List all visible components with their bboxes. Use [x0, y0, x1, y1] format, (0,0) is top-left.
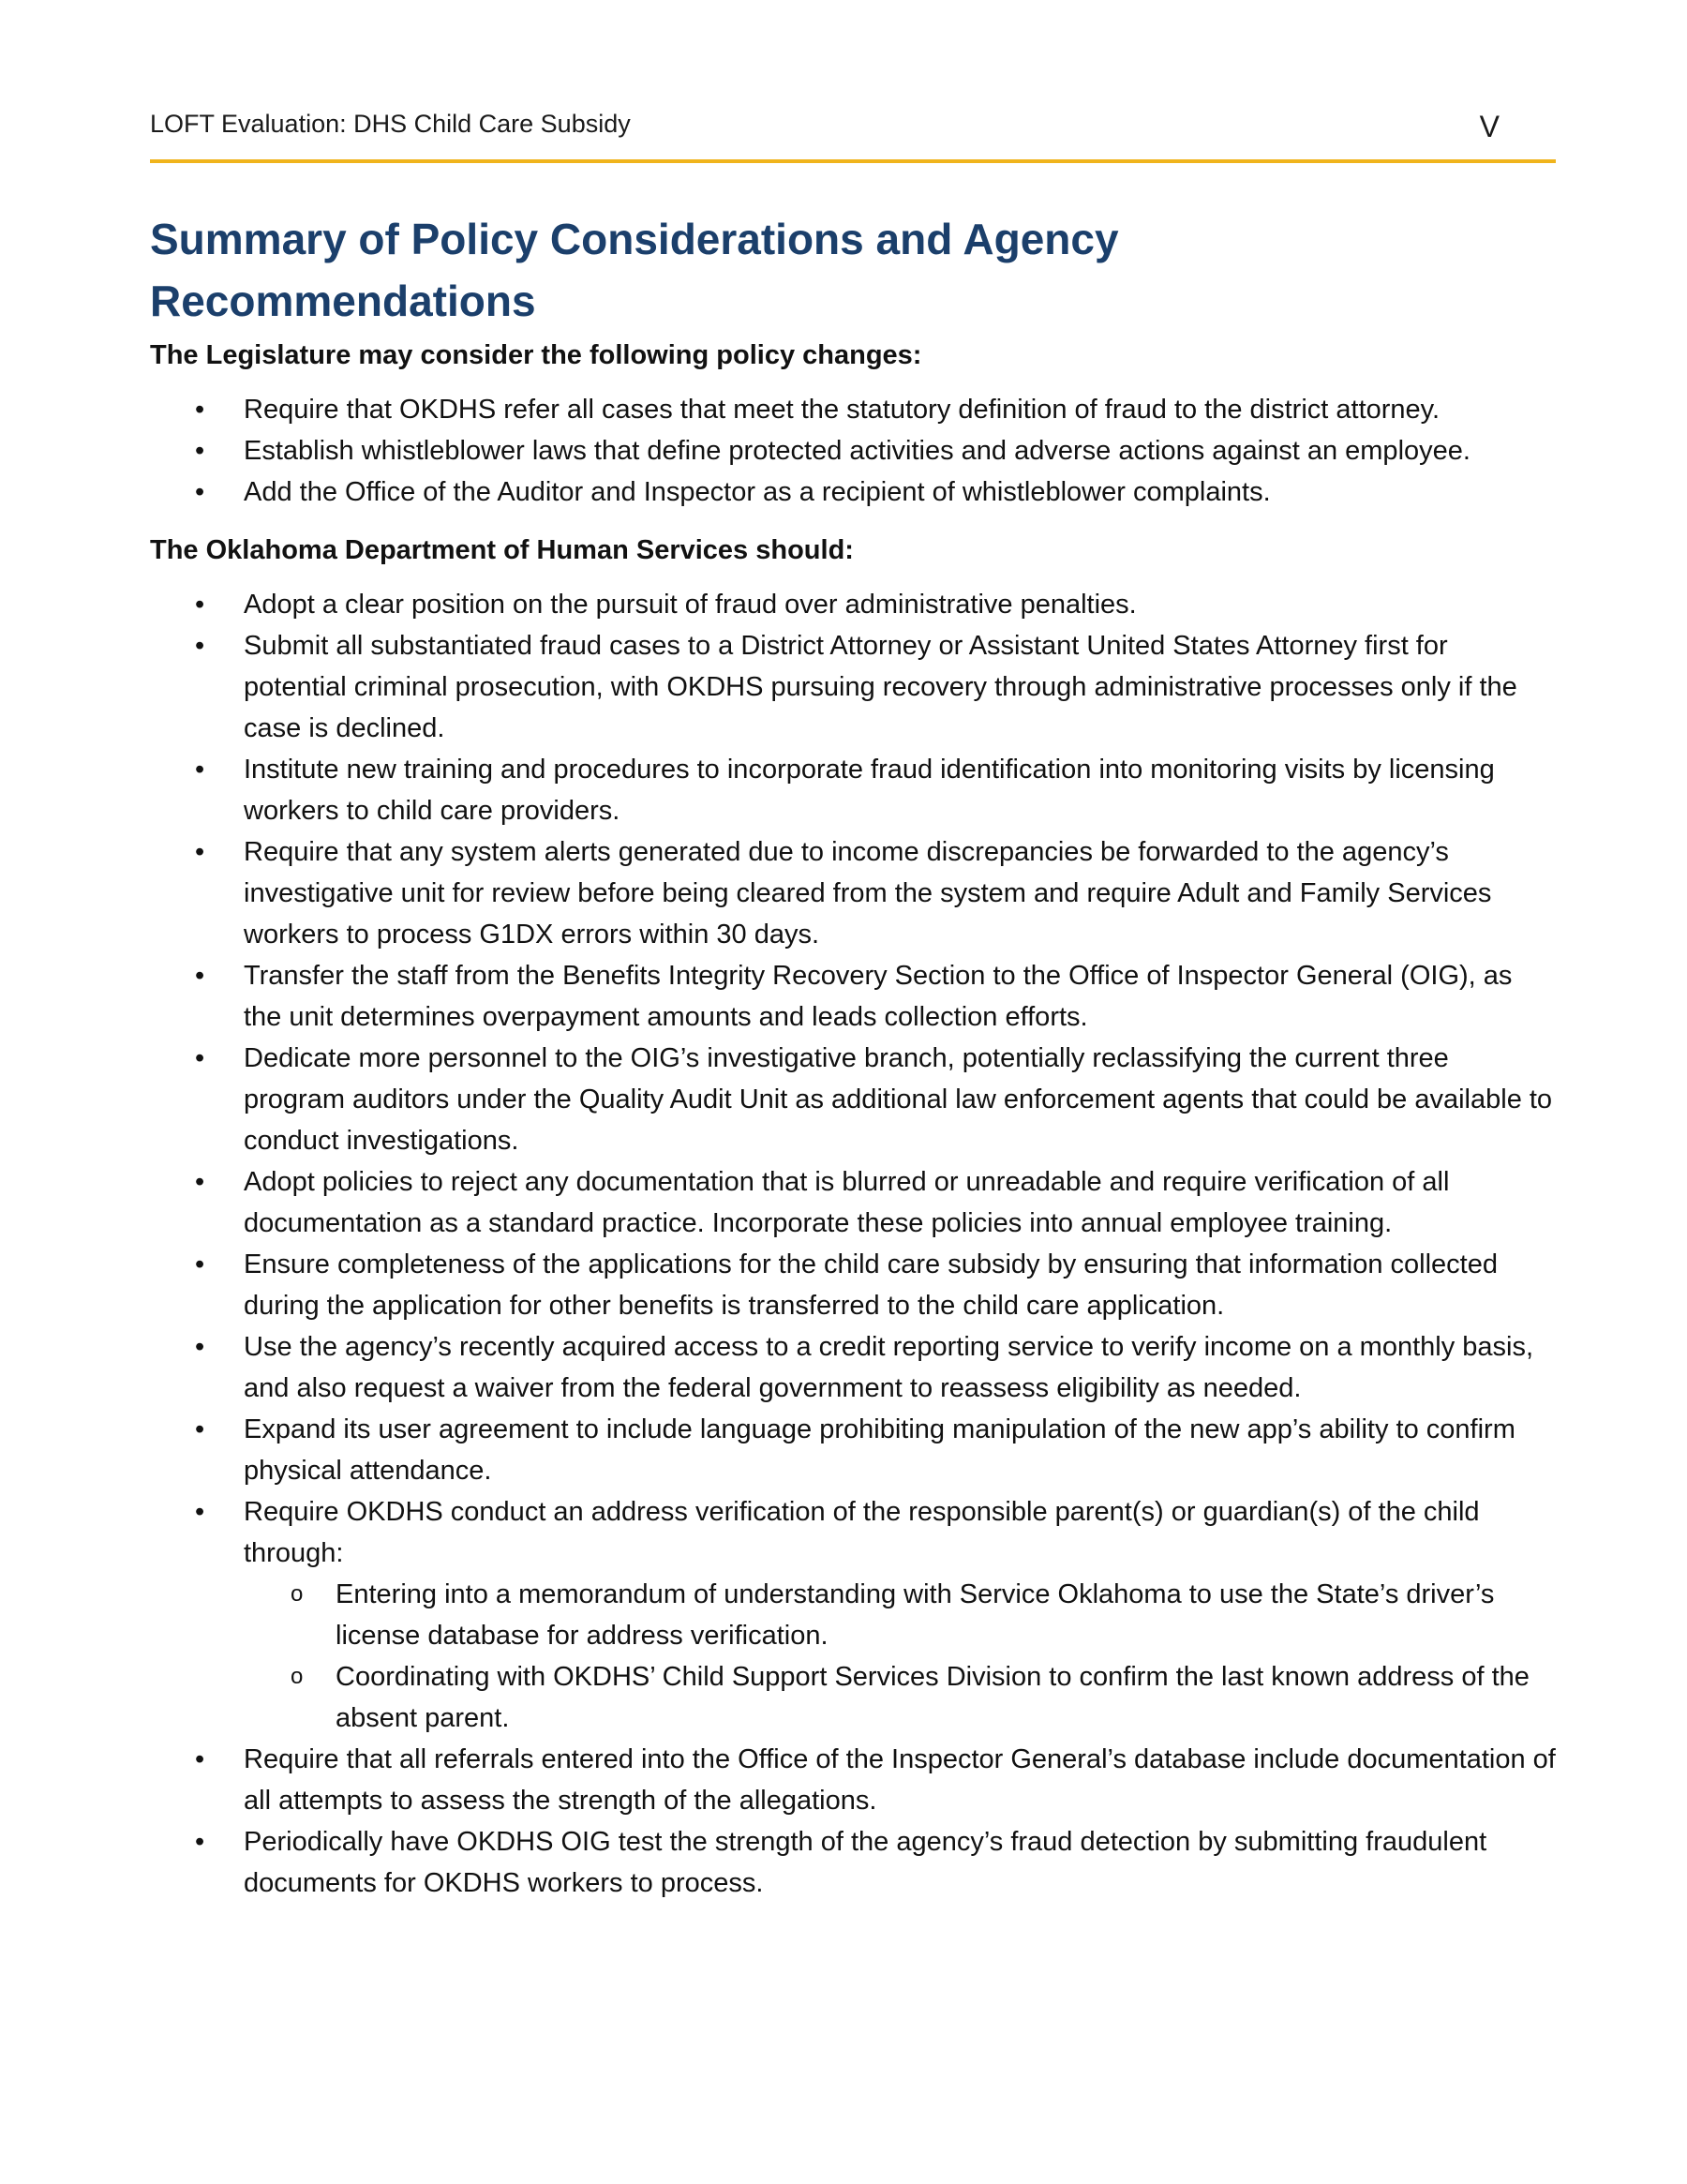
- list-item: [150, 1161, 1556, 1244]
- bullet-glyph: •: [195, 755, 205, 785]
- list-item: [150, 955, 1556, 1038]
- bullet-glyph: •: [195, 436, 205, 466]
- list-item: [150, 430, 1556, 471]
- legislature-policy-list: [150, 389, 1556, 513]
- list-item-text: Submit all substantiated fraud cases to a District Attorney or Assistant United States Attorney first for potential criminal prosecution, with OKDHS pursuing recovery through administrative processes only if the case is declined.: [244, 631, 1517, 743]
- sub-bullet-glyph: o: [291, 1664, 304, 1689]
- list-item-text: Dedicate more personnel to the OIG’s investigative branch, potentially reclassifying the current three program auditors under the Quality Audit Unit as additional law enforcement agents that could be available to conduct investigations.: [244, 1043, 1553, 1156]
- bullet-glyph: •: [195, 395, 205, 425]
- list-item-text: Require OKDHS conduct an address verification of the responsible parent(s) or guardian(s) of the child through:: [244, 1497, 1480, 1568]
- list-item: [150, 1821, 1556, 1904]
- okdhs-recommendation-list: [150, 584, 1556, 1904]
- bullet-glyph: •: [195, 1744, 205, 1774]
- running-header: [150, 106, 1556, 153]
- list-item: [150, 831, 1556, 955]
- bullet-glyph: •: [195, 961, 205, 991]
- bullet-glyph: •: [195, 1167, 205, 1197]
- list-item-text: Establish whistleblower laws that define protected activities and adverse actions against an employee.: [244, 436, 1471, 466]
- list-item: [150, 625, 1556, 749]
- bullet-glyph: •: [195, 1332, 205, 1362]
- sub-list-item-text: Coordinating with OKDHS’ Child Support Services Division to confirm the last known address of the absent parent.: [336, 1662, 1530, 1733]
- list-item: [150, 584, 1556, 625]
- sub-list-item-text: Entering into a memorandum of understanding with Service Oklahoma to use the State’s driver’s license database for address verification.: [336, 1579, 1495, 1651]
- list-item: [150, 471, 1556, 513]
- list-item-text: Institute new training and procedures to incorporate fraud identification into monitoring visits by licensing workers to child care providers.: [244, 755, 1495, 826]
- list-item-text: Use the agency’s recently acquired access to a credit reporting service to verify income on a monthly basis, and also request a waiver from the federal government to reassess eligibility as needed.: [244, 1332, 1534, 1403]
- bullet-glyph: •: [195, 1249, 205, 1279]
- bullet-glyph: •: [195, 1497, 205, 1527]
- list-item-text: Ensure completeness of the applications for the child care subsidy by ensuring that information collected during the application for other benefits is transferred to the child care application.: [244, 1249, 1498, 1321]
- page-numeral: V: [1479, 110, 1500, 143]
- header-rule: [150, 159, 1556, 163]
- list-item-text: Require that any system alerts generated due to income discrepancies be forwarded to the agency’s investigative unit for review before being cleared from the system and require Adult and Family Services workers to process G1DX errors within 30 days.: [244, 837, 1492, 950]
- bullet-glyph: •: [195, 1827, 205, 1857]
- list-item-text: Add the Office of the Auditor and Inspector as a recipient of whistleblower complaints.: [244, 477, 1271, 507]
- bullet-glyph: •: [195, 1043, 205, 1073]
- bullet-glyph: •: [195, 837, 205, 867]
- list-item-text: Expand its user agreement to include language prohibiting manipulation of the new app’s ability to confirm physical attendance.: [244, 1414, 1515, 1486]
- okdhs-heading: The Oklahoma Department of Human Services should:: [150, 535, 854, 565]
- list-item: [150, 1739, 1556, 1821]
- list-item: [150, 1038, 1556, 1161]
- legislature-heading: The Legislature may consider the following policy changes:: [150, 340, 922, 370]
- page-title: Summary of Policy Considerations and Agency Recommendations: [150, 215, 1119, 325]
- bullet-glyph: •: [195, 631, 205, 661]
- list-item: [150, 1244, 1556, 1326]
- list-item: [150, 1409, 1556, 1491]
- list-item-text: Require that all referrals entered into the Office of the Inspector General’s database include documentation of all attempts to assess the strength of the allegations.: [244, 1744, 1556, 1816]
- list-item: [150, 389, 1556, 430]
- list-item-text: Adopt a clear position on the pursuit of fraud over administrative penalties.: [244, 590, 1137, 620]
- header-title: LOFT Evaluation: DHS Child Care Subsidy: [150, 110, 631, 138]
- list-item: [150, 749, 1556, 831]
- list-item: [150, 1326, 1556, 1409]
- list-item-text: Require that OKDHS refer all cases that meet the statutory definition of fraud to the district attorney.: [244, 395, 1441, 425]
- address-verification-sublist: [244, 1574, 1556, 1739]
- sub-bullet-glyph: o: [291, 1581, 304, 1607]
- list-item: [150, 1491, 1556, 1739]
- sub-list-item: [244, 1656, 1556, 1739]
- sub-list-item: [244, 1574, 1556, 1656]
- bullet-glyph: •: [195, 1414, 205, 1444]
- list-item-text: Periodically have OKDHS OIG test the strength of the agency’s fraud detection by submitting fraudulent documents for OKDHS workers to process.: [244, 1827, 1487, 1898]
- list-item-text: Transfer the staff from the Benefits Integrity Recovery Section to the Office of Inspector General (OIG), as the unit determines overpayment amounts and leads collection efforts.: [244, 961, 1513, 1032]
- bullet-glyph: •: [195, 590, 205, 620]
- bullet-glyph: •: [195, 477, 205, 507]
- document-body: [150, 335, 1556, 1904]
- list-item-text: Adopt policies to reject any documentation that is blurred or unreadable and require verification of all documentation as a standard practice. Incorporate these policies into annual employee training.: [244, 1167, 1450, 1238]
